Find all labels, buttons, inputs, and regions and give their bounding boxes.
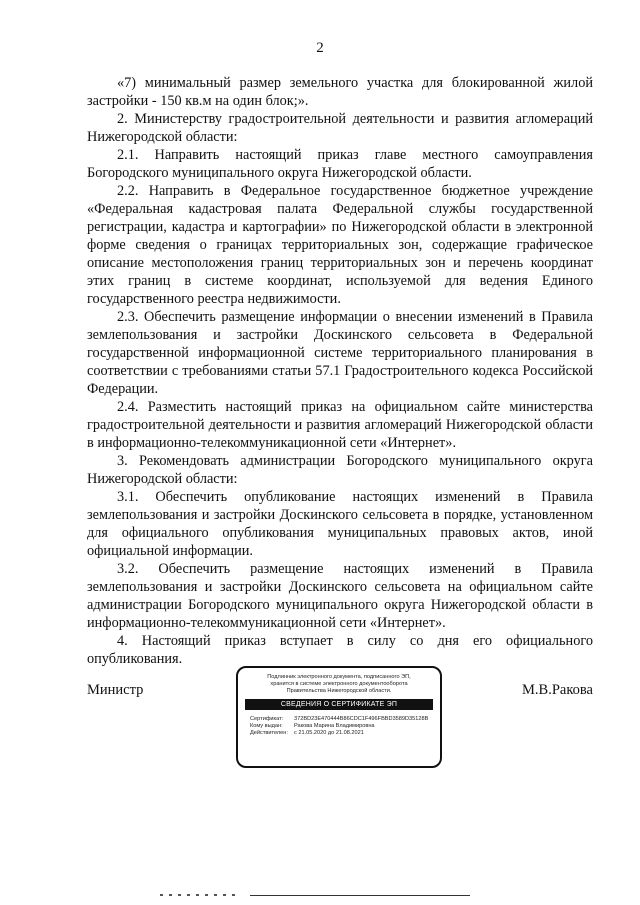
footer-rule [250, 895, 470, 896]
page-number: 2 [316, 40, 324, 56]
issued-to-label: Кому выдан: [250, 723, 283, 729]
signature-block [87, 666, 593, 766]
stamp-header-line: Подлинник электронного документа, подписанного ЭП, [267, 674, 411, 680]
electronic-signature-stamp [236, 666, 442, 768]
paragraph-2-1: 2.1. Направить настоящий приказ главе местного самоуправления Богородского муниципального округа Нижегородской области. [87, 147, 593, 181]
document-body [87, 74, 593, 668]
stamp-header-line: Правительства Нижегородской области. [286, 688, 392, 694]
signer-title: Министр [87, 682, 144, 698]
valid-label: Действителен: [250, 730, 288, 736]
valid-row [250, 730, 430, 737]
paragraph-3-1: 3.1. Обеспечить опубликование настоящих изменений в Правила землепользования и застройки Доскинского сельсовета в порядке, установленном для официального опубликования муниципальных правовых актов, иной официальной информации. [87, 489, 593, 559]
certificate-value: 372BD23E470444B86CDC1F496FBBD3589D35128B [294, 716, 429, 722]
paragraph-3-2: 3.2. Обеспечить размещение настоящих изменений в Правила землепользования и застройки Доскинского сельсовета на официальном сайте администрации Богородского муниципального округа Нижегородской области в информационно-телекоммуникационной сети «Интернет». [87, 561, 593, 631]
stamp-header-line: хранится в системе электронного документооборота [270, 681, 408, 687]
certificate-info-bar: СВЕДЕНИЯ О СЕРТИФИКАТЕ ЭП [245, 699, 433, 710]
paragraph-3: 3. Рекомендовать администрации Богородского муниципального округа Нижегородской области: [87, 453, 593, 487]
paragraph-min-plot-size: «7) минимальный размер земельного участка для блокированной жилой застройки - 150 кв.м на один блок;». [87, 75, 593, 109]
issued-to-row [250, 723, 430, 730]
stamp-header [244, 674, 434, 695]
paragraph-2-2: 2.2. Направить в Федеральное государственное бюджетное учреждение «Федеральная кадастровая палата Федеральной службы государственной регистрации, кадастра и картографии» по Нижегородской области в электронной форме сведения о границах территориальных зон, содержащие графическое описание местоположения границ территориальных зон и перечень координат этих границ в системе координат, используемой для ведения Единого государственного реестра недвижимости. [87, 183, 593, 307]
certificate-row [250, 716, 430, 723]
signer-name: М.В.Ракова [522, 682, 593, 698]
paragraph-2-4: 2.4. Разместить настоящий приказ на официальном сайте министерства градостроительной деятельности и развития агломераций Нижегородской области в информационно-телекоммуникационной сети «Интернет». [87, 399, 593, 451]
valid-value: с 21.05.2020 до 21.08.2021 [294, 730, 364, 736]
paragraph-4: 4. Настоящий приказ вступает в силу со дня его официального опубликования. [87, 633, 593, 667]
paragraph-2: 2. Министерству градостроительной деятельности и развития агломераций Нижегородской области: [87, 111, 593, 145]
certificate-details [250, 716, 430, 737]
issued-to-value: Ракова Марина Владимировна [294, 723, 375, 729]
paragraph-2-3: 2.3. Обеспечить размещение информации о внесении изменений в Правила землепользования и застройки Доскинского сельсовета в Федеральной государственной информационной системе территориального планирования в соответствии с требованиями статьи 57.1 Градостроительного кодекса Российской Федерации. [87, 309, 593, 397]
scan-artifact [160, 894, 240, 896]
certificate-label: Сертификат: [250, 716, 284, 722]
